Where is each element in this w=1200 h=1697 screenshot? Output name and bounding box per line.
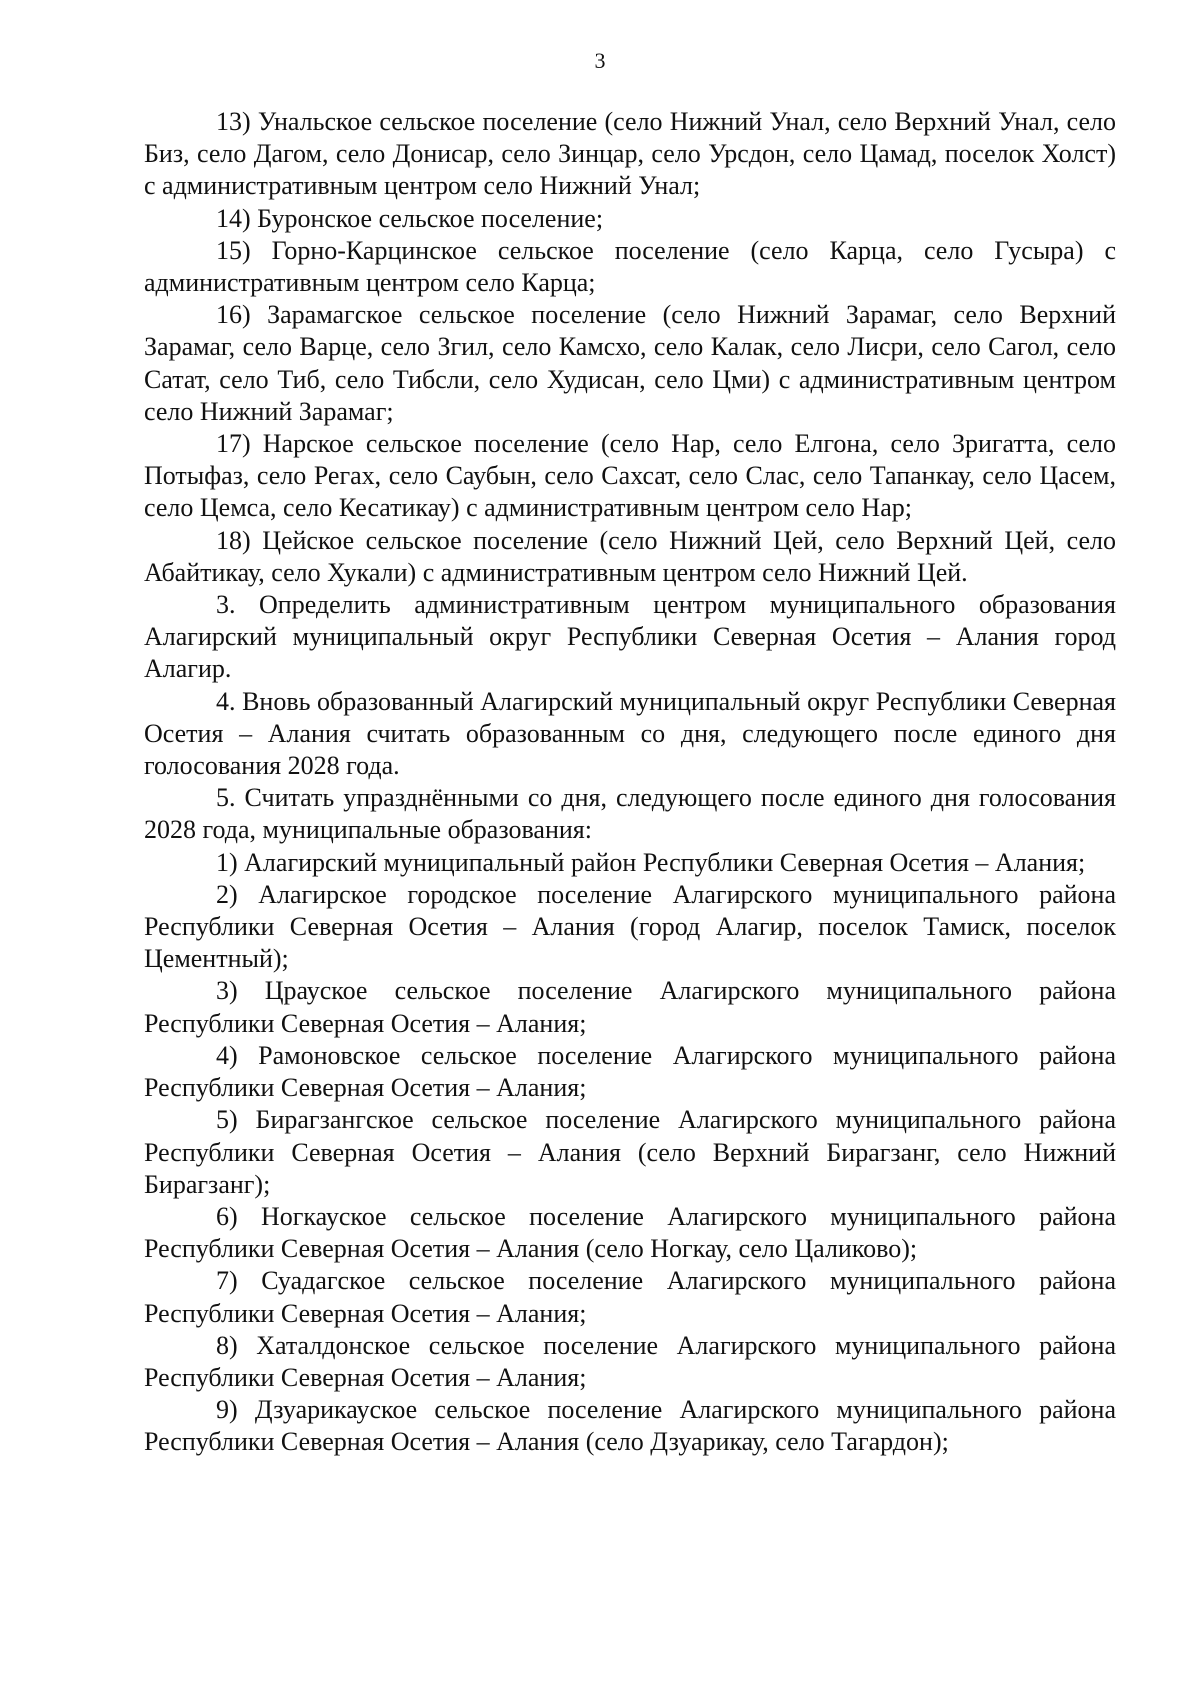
clause-5-abolished: 5. Считать упразднёнными со дня, следующего после единого дня голосования 2028 года, муниципальные образования:	[144, 783, 1116, 845]
list-item-13-unal: 13) Унальское сельское поселение (село Нижний Унал, село Верхний Унал, село Биз, село Дагом, село Донисар, село Зинцар, село Урсдон, село Цамад, поселок Холст) с административным центром село Нижний Унал;	[144, 107, 1116, 201]
list-item-17-nar: 17) Нарское сельское поселение (село Нар, село Елгона, село Зригатта, село Потыфаз, село Регах, село Саубын, село Сахсат, село Слас, село Тапанкау, село Цасем, село Цемса, село Кесатикау) с административным центром село Нар;	[144, 429, 1116, 523]
list-item-18-tsey: 18) Цейское сельское поселение (село Нижний Цей, село Верхний Цей, село Абайтикау, село Хукали) с административным центром село Нижний Цей.	[144, 525, 1116, 587]
abolished-item-8: 8) Хаталдонское сельское поселение Алагирского муниципального района Республики Северная Осетия – Алания;	[144, 1330, 1116, 1392]
list-item-14-buron: 14) Буронское сельское поселение;	[216, 203, 604, 233]
abolished-item-7: 7) Суадагское сельское поселение Алагирского муниципального района Республики Северная Осетия – Алания;	[144, 1266, 1116, 1328]
abolished-item-3: 3) Црауское сельское поселение Алагирского муниципального района Республики Северная Осетия – Алания;	[144, 976, 1116, 1038]
list-item-16-zaramag: 16) Зарамагское сельское поселение (село Нижний Зарамаг, село Верхний Зарамаг, село Варце, село Згил, село Камсхо, село Калак, село Лисри, село Сагол, село Сатат, село Тиб, село Тибсли, село Худисан, село Цми) с административным центром село Нижний Зарамаг;	[144, 300, 1116, 426]
abolished-item-6: 6) Ногкауское сельское поселение Алагирского муниципального района Республики Северная Осетия – Алания (село Ногкау, село Цаликово);	[144, 1201, 1116, 1264]
clause-3-admin-center: 3. Определить административным центром муниципального образования Алагирский муниципальный округ Республики Северная Осетия – Алания город Алагир.	[144, 590, 1116, 684]
abolished-item-9: 9) Дзуарикауское сельское поселение Алагирского муниципального района Республики Северная Осетия – Алания (село Дзуарикау, село Тагардон);	[144, 1395, 1116, 1457]
abolished-item-2: 2) Алагирское городское поселение Алагирского муниципального района Республики Северная Осетия – Алания (город Алагир, поселок Тамиск, поселок Цементный);	[144, 879, 1116, 974]
page-number: 3	[594, 48, 606, 73]
abolished-item-4: 4) Рамоновское сельское поселение Алагирского муниципального района Республики Северная Осетия – Алания;	[144, 1040, 1116, 1103]
abolished-item-5: 5) Бирагзангское сельское поселение Алагирского муниципального района Республики Северная Осетия – Алания (село Верхний Бирагзанг, село Нижний Бирагзанг);	[144, 1105, 1116, 1199]
clause-4-formation-date: 4. Вновь образованный Алагирский муниципальный округ Республики Северная Осетия – Алания считать образованным со дня, следующего после единого дня голосования 2028 года.	[144, 686, 1116, 781]
abolished-item-1: 1) Алагирский муниципальный район Республики Северная Осетия – Алания;	[216, 847, 1086, 877]
list-item-15-gorno-karca: 15) Горно-Карцинское сельское поселение (село Карца, село Гусыра) с административным центром село Карца;	[144, 235, 1116, 298]
document-body	[144, 106, 1116, 1459]
